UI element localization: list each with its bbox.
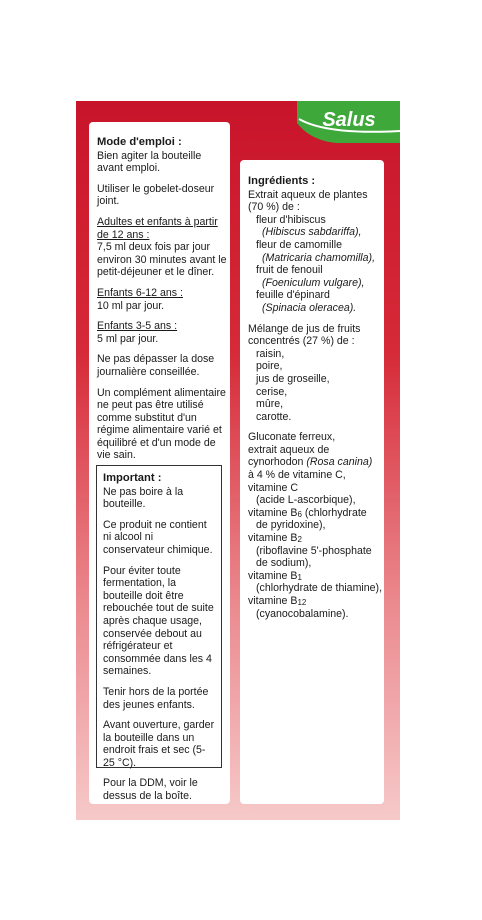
children-3-5-dosage: 5 ml par jour.	[97, 332, 159, 345]
camomille-latin: (Matricaria chamomilla),	[262, 251, 376, 264]
fruit-item: mûre,	[256, 398, 284, 411]
children-6-12-label: Enfants 6-12 ans :	[97, 286, 183, 299]
fenouil: fruit de fenouil	[256, 264, 323, 277]
fruit-item: raisin,	[256, 347, 285, 360]
vitamin-b6-text: (chlorhydrate	[301, 506, 367, 519]
vitamin-b1	[248, 570, 382, 583]
vitamin-b2-detail: (riboflavine 5'-phosphate de sodium),	[256, 544, 372, 570]
supplement-notice: Un complément alimentaire ne peut pas être utilisé comme substitut d'un régime alimentaire varié et équilibré et d'un mode de vie sain.	[97, 386, 226, 462]
vitamin-c-detail: (acide L-ascorbique),	[256, 494, 356, 507]
juice-intro: Mélange de jus de fruits concentrés (27 %) de :	[248, 322, 361, 348]
vitamin-b2	[248, 532, 382, 545]
important-box	[96, 465, 222, 803]
fenouil-latin: (Foeniculum vulgare),	[262, 276, 365, 289]
important-storage: Pour éviter toute fermentation, la bouteille doit être rebouchée tout de suite après chaque usage, conservée debout au réfrigérateur et consommée dans les 4 semaines.	[103, 564, 214, 678]
important-no-drink-bottle: Ne pas boire à la bouteille.	[103, 485, 184, 511]
important-heading: Important :	[103, 472, 162, 484]
epinard: feuille d'épinard	[256, 289, 330, 302]
adults-dosage: 7,5 ml deux fois par jour environ 30 minutes avant le petit-déjeuner et le dîner.	[97, 241, 227, 279]
cynorhodon	[248, 444, 382, 469]
vitamin-b2-sub: 2	[297, 535, 302, 545]
measuring-cup-instruction: Utiliser le gobelet-doseur joint.	[97, 182, 215, 208]
fruit-item: jus de groseille,	[256, 372, 330, 385]
cynorhodon-vitamin-c: à 4 % de vitamine C,	[248, 469, 346, 482]
vitamin-b12-sub: 12	[297, 598, 307, 607]
vitamin-b6-detail: de pyridoxine),	[256, 519, 326, 532]
gluconate: Gluconate ferreux,	[248, 431, 336, 444]
vitamin-b1-label: vitamine B	[248, 569, 298, 582]
cynorhodon-latin: (Rosa canina)	[306, 456, 373, 469]
children-6-12-dosage: 10 ml par jour.	[97, 299, 165, 312]
vitamin-b6-label: vitamine B	[248, 506, 298, 519]
vitamin-b12-detail: (cyanocobalamine).	[256, 607, 349, 620]
adults-label: Adultes et enfants à partir de 12 ans :	[97, 215, 218, 241]
important-before-opening: Avant ouverture, garder la bouteille dans un endroit frais et sec (5-25 °C).	[103, 719, 215, 769]
ingredients-column	[240, 160, 384, 804]
important-no-alcohol: Ce produit ne contient ni alcool ni conservateur chimique.	[103, 518, 213, 556]
vitamin-b2-label: vitamine B	[248, 532, 298, 545]
vitamin-b12	[248, 595, 382, 608]
hibiscus-latin: (Hibiscus sabdariffa),	[262, 226, 362, 239]
important-children: Tenir hors de la portée des jeunes enfants.	[103, 685, 209, 711]
ingredients-heading: Ingrédients :	[248, 175, 316, 187]
plant-extract-intro: Extrait aqueux de plantes (70 %) de :	[248, 188, 368, 214]
important-ddm: Pour la DDM, voir le dessus de la boîte.	[103, 777, 198, 803]
salus-logo	[297, 101, 400, 143]
vitamin-b6	[248, 507, 382, 520]
vitamin-b1-detail: (chlorhydrate de thiamine),	[256, 582, 383, 595]
shake-instruction: Bien agiter la bouteille avant emploi.	[97, 149, 202, 175]
cynorhodon-text: extrait aqueux de cynorhodon	[248, 443, 330, 469]
usage-heading: Mode d'emploi :	[97, 136, 182, 148]
epinard-latin: (Spinacia oleracea).	[262, 301, 357, 314]
vitamin-b6-sub: 6	[297, 509, 302, 519]
children-3-5-label: Enfants 3-5 ans :	[97, 320, 178, 333]
vitamin-c: vitamine C	[248, 481, 299, 494]
dose-warning: Ne pas dépasser la dose journalière conseillée.	[97, 353, 215, 378]
fruit-item: cerise,	[256, 385, 288, 398]
vitamin-b12-label: vitamine B	[248, 595, 298, 607]
fruit-item: carotte.	[256, 410, 292, 423]
hibiscus: fleur d'hibiscus	[256, 213, 326, 226]
brand-text: Salus	[322, 109, 376, 131]
camomille: fleur de camomille	[256, 238, 342, 251]
fruit-item: poire,	[256, 360, 283, 373]
vitamin-b1-sub: 1	[297, 572, 302, 582]
